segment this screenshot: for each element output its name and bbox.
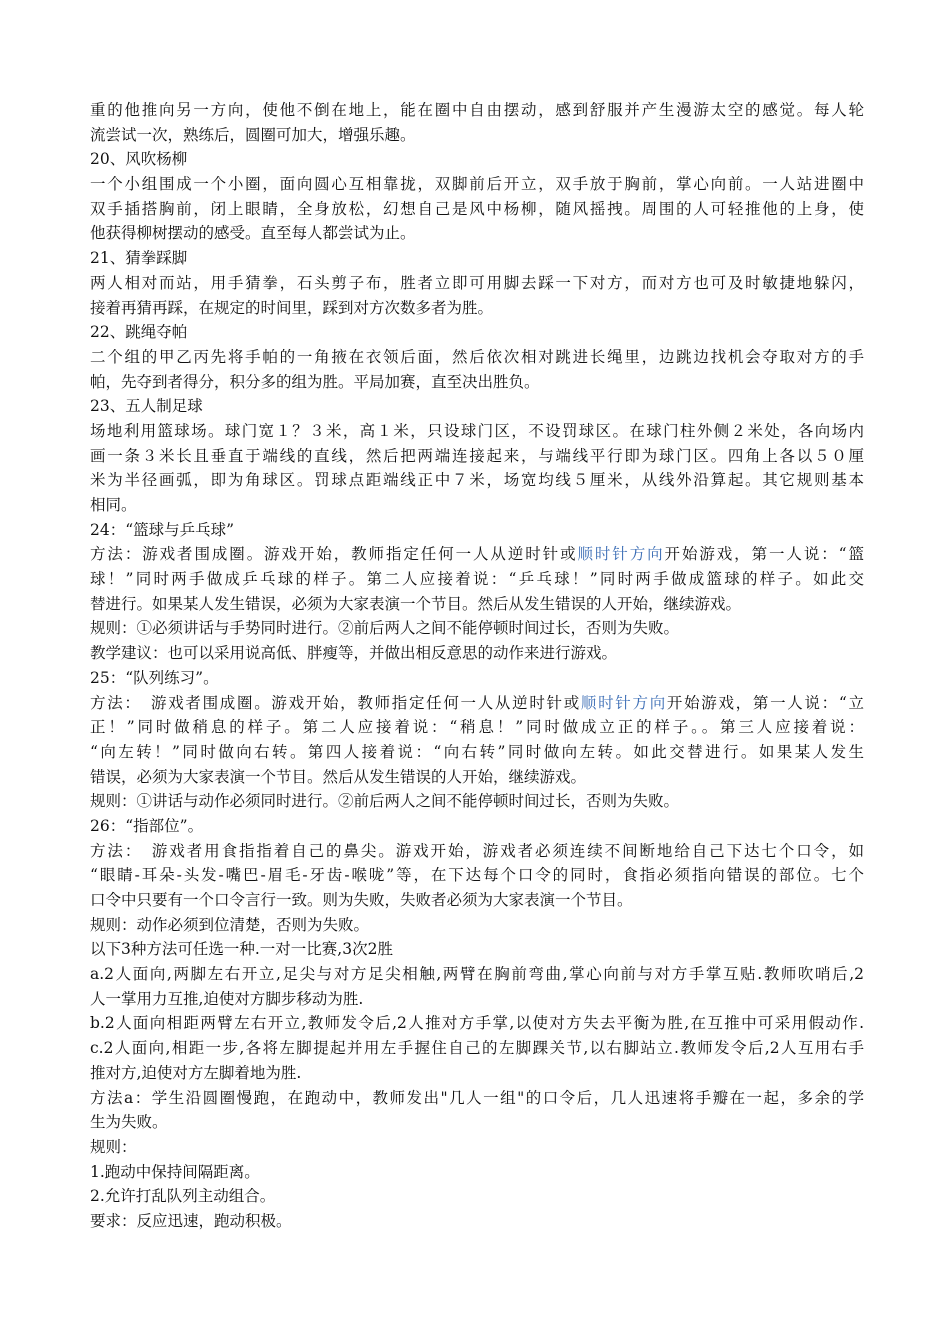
text-line: “向左转！”同时做向右转。第四人接着说：“向右转”同时做向左转。如此交替进行。如果某人发生 [90, 742, 864, 761]
document-page [90, 98, 864, 1234]
text-line [90, 691, 864, 716]
text-line: 24：“篮球与乒乓球” [90, 520, 235, 539]
text-line: 正！”同时做稍息的样子。第二人应接着说：“稍息！”同时做成立正的样子。。第三人应接着说： [90, 718, 864, 737]
text-line: 两人相对而站，用手猜拳，石头剪子布，胜者立即可用脚去踩一下对方，而对方也可及时敏捷地躲闪， [90, 273, 864, 292]
text-line: “眼睛-耳朵-头发-嘴巴-眉毛-牙齿-喉咙”等，在下达每个口令的同时，食指必须指向错误的部位。七个 [90, 866, 864, 885]
text-line: 要求：反应迅速，跑动积极。 [90, 1211, 292, 1230]
text-line: 方法： 游戏者用食指指着自己的鼻尖。游戏开始，游戏者必须连续不间断地给自己下达七个口令，如 [90, 841, 864, 860]
text-line: 接着再猜再踩，在规定的时间里，踩到对方次数多者为胜。 [90, 298, 494, 317]
text-line: 规则：①必须讲话与手势同时进行。②前后两人之间不能停顿时间过长，否则为失败。 [90, 619, 680, 638]
line-text-after-link: 开始游戏，第一人说：“立 [666, 693, 864, 712]
text-line: 人一掌用力互推,迫使对方脚步移动为胜. [90, 989, 364, 1008]
text-line: 替进行。如果某人发生错误，必须为大家表演一个节目。然后从发生错误的人开始，继续游戏。 [90, 594, 742, 613]
text-line: 错误，必须为大家表演一个节目。然后从发生错误的人开始，继续游戏。 [90, 767, 587, 786]
line-text-before-link: 方法：游戏者围成圈。游戏开始，教师指定任何一人从逆时针或 [90, 545, 578, 564]
text-line: 米为半径画弧，即为角球区。罚球点距端线正中７米，场宽均线５厘米，从线外沿算起。其它规则基本 [90, 471, 864, 490]
text-line: b.2人面向相距两臂左右开立,教师发令后,2人推对方手掌,以使对方失去平衡为胜,在互推中可采用假动作. [90, 1014, 864, 1033]
text-line: 生为失败。 [90, 1113, 168, 1132]
text-line: 20、风吹杨柳 [90, 150, 188, 169]
text-line: 规则： [90, 1137, 137, 1156]
text-line: 二个组的甲乙丙先将手帕的一角掖在衣领后面，然后依次相对跳进长绳里，边跳边找机会夺取对方的手 [90, 347, 864, 366]
text-line: 25：“队列练习”。 [90, 668, 219, 687]
text-line: 1.跑动中保持间隔距离。 [90, 1162, 260, 1181]
text-line: 方法a：学生沿圆圈慢跑，在跑动中，教师发出"几人一组"的口令后，几人迅速将手瓣在一起，多余的学 [90, 1088, 864, 1107]
text-line: 球！”同时两手做成乒乓球的样子。第二人应接着说：“乒乓球！”同时两手做成篮球的样子。如此交 [90, 570, 864, 589]
text-line: 规则：①讲话与动作必须同时进行。②前后两人之间不能停顿时间过长，否则为失败。 [90, 792, 680, 811]
text-line: 双手插搭胸前，闭上眼睛，全身放松，幻想自己是风中杨柳，随风摇拽。周围的人可轻推他的上身，使 [90, 199, 864, 218]
text-line: 口令中只要有一个口令言行一致。则为失败，失败者必须为大家表演一个节目。 [90, 891, 633, 909]
text-line: 22、跳绳夺帕 [90, 323, 188, 342]
text-line: 教学建议：也可以采用说高低、胖瘦等，并做出相反意思的动作来进行游戏。 [90, 644, 618, 663]
line-text-before-link: 方法： 游戏者围成圈。游戏开始，教师指定任何一人从逆时针或 [90, 693, 581, 712]
hyperlink-clockwise-direction[interactable]: 顺时针方向 [580, 693, 667, 712]
text-line: 他获得柳树摆动的感受。直至每人都尝试为止。 [90, 224, 416, 243]
text-line: 画一条３米长且垂直于端线的直线，然后把两端连接起来，与端线平行即为球门区。四角上各以５０厘 [90, 446, 864, 465]
text-line: 推对方,迫使对方左脚着地为胜. [90, 1063, 302, 1082]
text-line: 2.允许打乱队列主动组合。 [90, 1187, 276, 1206]
text-line: 流尝试一次，熟练后，圆圈可加大，增强乐趣。 [90, 125, 416, 144]
text-line: 23、五人制足球 [90, 397, 203, 416]
text-line: 21、猜拳踩脚 [90, 249, 188, 268]
hyperlink-clockwise-direction[interactable]: 顺时针方向 [577, 545, 665, 564]
text-line: c.2人面向,相距一步,各将左脚提起并用左手握住自己的左脚踝关节,以右脚站立.教师发令后,2人互用右手 [90, 1039, 864, 1058]
text-line: 规则：动作必须到位清楚，否则为失败。 [90, 915, 370, 934]
text-line: a.2人面向,两脚左右开立,足尖与对方足尖相触,两臂在胸前弯曲,掌心向前与对方手掌互贴.教师吹哨后,2 [90, 965, 864, 984]
line-text-after-link: 开始游戏，第一人说：“篮 [664, 545, 864, 564]
text-line: 重的他推向另一方向，使他不倒在地上，能在圈中自由摆动，感到舒服并产生漫游太空的感觉。每人轮 [90, 101, 864, 119]
text-line: 26：“指部位”。 [90, 816, 204, 835]
text-line: 一个小组围成一个小圈，面向圆心互相靠拢，双脚前后开立，双手放于胸前，掌心向前。一人站进圈中 [90, 175, 864, 194]
text-line: 场地利用篮球场。球门宽１？３米，高１米，只设球门区，不设罚球区。在球门柱外侧２米处，各向场内 [90, 421, 864, 440]
text-line: 相同。 [90, 496, 137, 514]
text-line: 帕，先夺到者得分，积分多的组为胜。平局加赛，直至决出胜负。 [90, 372, 540, 391]
text-line [90, 542, 864, 567]
text-line: 以下3种方法可任选一种.一对一比赛,3次2胜 [90, 940, 393, 959]
